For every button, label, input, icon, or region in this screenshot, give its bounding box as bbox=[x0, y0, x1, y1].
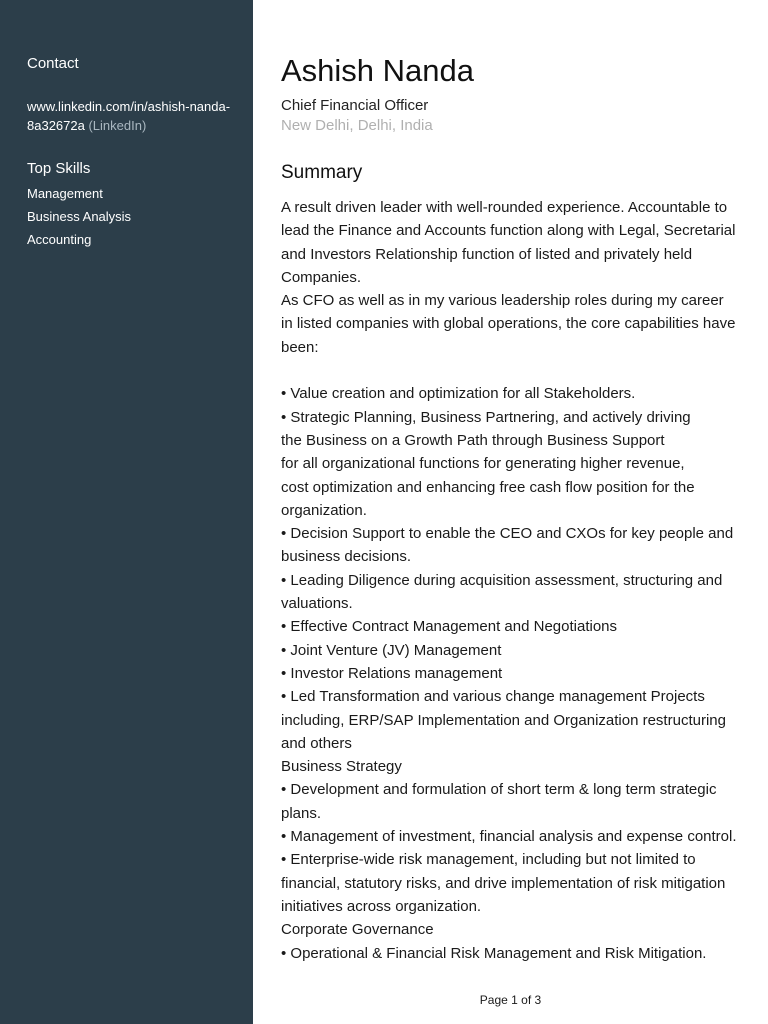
summary-line: • Decision Support to enable the CEO and CXOs for key people and bbox=[281, 525, 734, 543]
summary-line: • Development and formulation of short term & long term strategic bbox=[281, 781, 717, 799]
summary-line: • Strategic Planning, Business Partnering, and actively driving bbox=[281, 408, 691, 426]
summary-line: Business Strategy bbox=[281, 758, 402, 776]
summary-line: • Investor Relations management bbox=[281, 664, 503, 682]
summary-line: business decisions. bbox=[281, 548, 412, 566]
summary-line: • Value creation and optimization for all Stakeholders. bbox=[281, 385, 636, 403]
skills-list bbox=[27, 186, 131, 254]
location: New Delhi, Delhi, India bbox=[281, 117, 433, 134]
summary-text bbox=[281, 196, 751, 965]
summary-line: in listed companies with global operations, the core capabilities have bbox=[281, 315, 736, 333]
contact-heading: Contact bbox=[27, 55, 79, 72]
summary-line: and others bbox=[281, 734, 352, 752]
summary-line: initiatives across organization. bbox=[281, 897, 482, 915]
summary-line: organization. bbox=[281, 501, 367, 519]
linkedin-label: (LinkedIn) bbox=[88, 118, 147, 133]
summary-line bbox=[281, 359, 751, 382]
job-title: Chief Financial Officer bbox=[281, 97, 429, 114]
sidebar bbox=[0, 0, 253, 1024]
summary-line: cost optimization and enhancing free cash flow position for the bbox=[281, 478, 695, 496]
summary-line: • Led Transformation and various change management Projects bbox=[281, 688, 705, 706]
summary-line: • Management of investment, financial analysis and expense control. bbox=[281, 828, 737, 846]
summary-line: financial, statutory risks, and drive implementation of risk mitigation bbox=[281, 874, 726, 892]
linkedin-link[interactable]: www.linkedin.com/in/ashish-nanda-8a32672a bbox=[27, 99, 231, 133]
summary-line: • Leading Diligence during acquisition assessment, structuring and bbox=[281, 571, 723, 589]
summary-line: • Operational & Financial Risk Management and Risk Mitigation. bbox=[281, 944, 707, 962]
summary-line: including, ERP/SAP Implementation and Organization restructuring bbox=[281, 711, 726, 729]
summary-line: A result driven leader with well-rounded experience. Accountable to bbox=[281, 199, 728, 216]
summary-line: plans. bbox=[281, 804, 322, 822]
summary-line: lead the Finance and Accounts function along with Legal, Secretarial bbox=[281, 222, 736, 240]
summary-line: been: bbox=[281, 338, 319, 356]
summary-line: the Business on a Growth Path through Business Support bbox=[281, 431, 665, 449]
page-number: Page 1 of 3 bbox=[479, 993, 542, 1007]
skill-item: Management bbox=[27, 186, 103, 201]
summary-line: valuations. bbox=[281, 595, 353, 613]
summary-line: Corporate Governance bbox=[281, 921, 434, 939]
person-name: Ashish Nanda bbox=[281, 53, 475, 88]
summary-line: • Enterprise-wide risk management, including but not limited to bbox=[281, 851, 696, 869]
summary-line: for all organizational functions for generating higher revenue, bbox=[281, 455, 685, 473]
summary-line: As CFO as well as in my various leadership roles during my career bbox=[281, 292, 724, 310]
summary-heading: Summary bbox=[281, 162, 363, 183]
summary-line: • Effective Contract Management and Negotiations bbox=[281, 618, 617, 636]
skill-item: Business Analysis bbox=[27, 208, 132, 224]
skill-item: Accounting bbox=[27, 231, 92, 247]
summary-line: Companies. bbox=[281, 268, 362, 286]
summary-line: and Investors Relationship function of listed and privately held bbox=[281, 245, 693, 263]
linkedin-contact bbox=[27, 97, 232, 135]
top-skills-heading: Top Skills bbox=[27, 160, 91, 177]
summary-line: • Joint Venture (JV) Management bbox=[281, 641, 502, 659]
